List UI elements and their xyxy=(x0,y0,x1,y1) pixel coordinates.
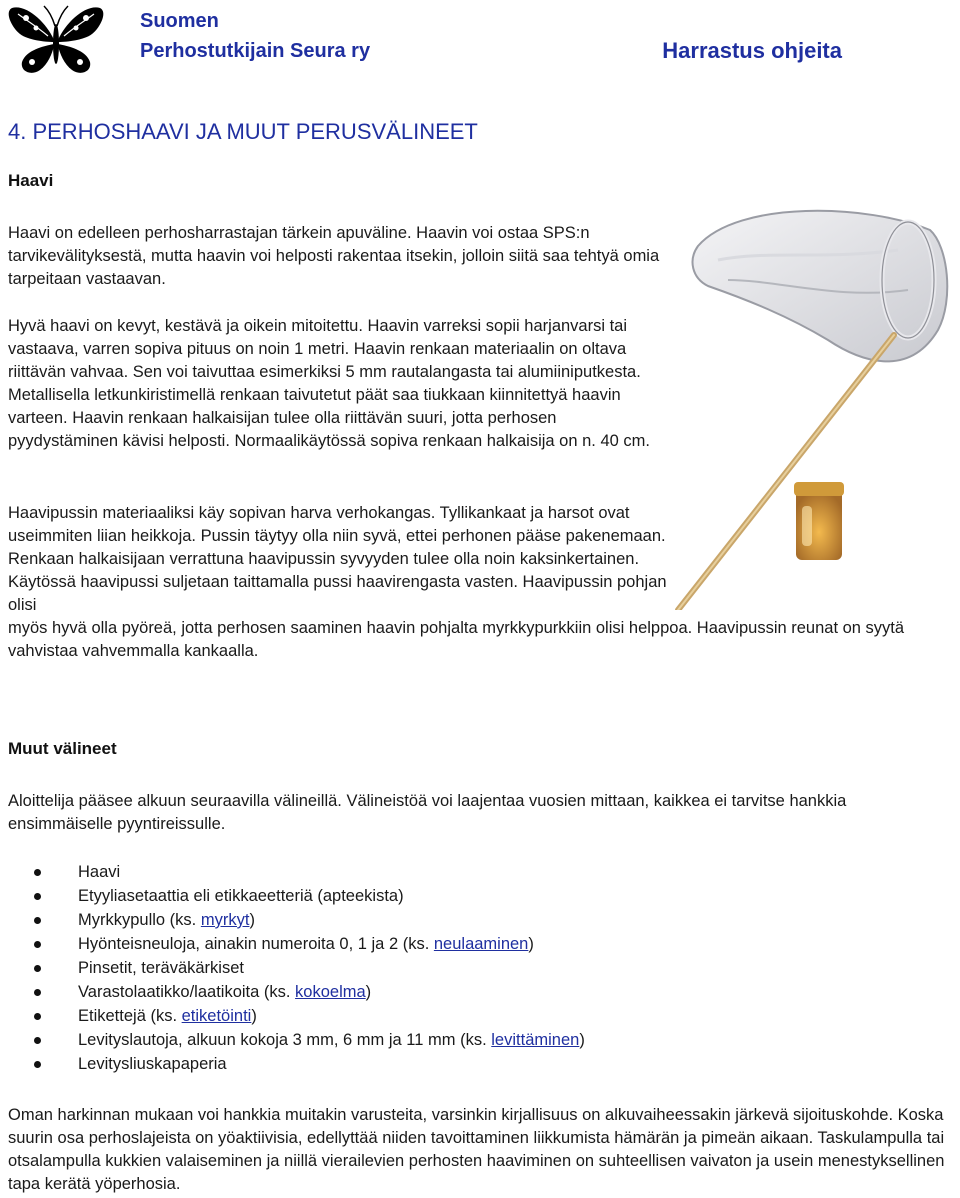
haavi-paragraph-2: Hyvä haavi on kevyt, kestävä ja oikein mitoitettu. Haavin varreksi sopii harjanvarsi tai vastaava, varren sopiva pituus on noin 1 metri. Haavin renkaan materiaalin on oltava riittävän vahvaa. Sen voi taivuttaa esimerkiksi 5 mm rautalangasta tai alumiiniputkesta. Metallisella letkunkiristimellä renkaan taivutetut päät saa tiukkaan kiinnitettyä haavin varteen. Haavin renkaan halkaisijan tulee olla riittävän suuri, jotta perhosen pyydystäminen kävisi helposti. Normaalikäytössä sopiva renkaan halkaisija on n. 40 cm. xyxy=(8,317,650,450)
chapter-heading: 4. PERHOSHAAVI JA MUUT PERUSVÄLINEET xyxy=(8,119,478,144)
bullet-icon xyxy=(34,1061,41,1068)
list-item-text: Hyönteisneuloja, ainakin numeroita 0, 1 ja 2 (ks. xyxy=(78,935,434,953)
list-item-suffix: ) xyxy=(251,1007,257,1025)
link-neulaaminen[interactable]: neulaaminen xyxy=(433,935,529,953)
list-item-text: Levityslautoja, alkuun kokoja 3 mm, 6 mm ja 11 mm (ks. xyxy=(78,1031,492,1049)
bullet-icon xyxy=(34,1037,41,1044)
list-item-text: Etyyliasetaattia eli etikkaeetteriä (apteekista) xyxy=(78,887,404,905)
list-item xyxy=(8,932,708,956)
list-item-text: Pinsetit, teräväkärkiset xyxy=(78,959,244,977)
equipment-list xyxy=(8,860,708,1076)
bullet-icon xyxy=(34,965,41,972)
haavi-subheading: Haavi xyxy=(8,171,54,190)
org-name-line1: Suomen xyxy=(140,10,219,32)
list-item xyxy=(8,1004,708,1028)
list-item-suffix: ) xyxy=(249,911,255,929)
list-item xyxy=(8,884,708,908)
list-item xyxy=(8,1028,708,1052)
list-item xyxy=(8,980,708,1004)
link-kokoelma[interactable]: kokoelma xyxy=(295,983,366,1001)
list-item-text: Varastolaatikko/laatikoita (ks. xyxy=(78,983,296,1001)
bullet-icon xyxy=(34,893,41,900)
bullet-icon xyxy=(34,989,41,996)
haavi-paragraph-3: Haavipussin materiaaliksi käy sopivan harva verhokangas. Tyllikankaat ja harsot ovat useimmiten liian heikkoja. Pussin täytyy olla niin syvä, ettei perhonen pääse pakenemaan. Renkaan halkaisijaan verrattuna haavipussin syvyyden tulee olla noin kaksinkertainen. Käytössä haavipussi suljetaan taittamalla pussi haavirengasta vasten. Haavipussin pohjan olisi xyxy=(8,504,667,614)
link-etiketointi[interactable]: etiketöinti xyxy=(181,1007,252,1025)
list-item xyxy=(8,1052,708,1076)
link-myrkyt[interactable]: myrkyt xyxy=(200,911,250,929)
muut-intro-paragraph: Aloittelija pääsee alkuun seuraavilla välineillä. Välineistöä voi laajentaa vuosien mittaan, kaikkea ei tarvitse hankkia ensimmäiselle pyyntireissulle. xyxy=(8,792,847,833)
muut-valineet-subheading: Muut välineet xyxy=(8,739,117,758)
link-levittaminen[interactable]: levittäminen xyxy=(491,1031,580,1049)
list-item-text: Myrkkypullo (ks. xyxy=(78,911,201,929)
haavi-paragraph-3-continued: myös hyvä olla pyöreä, jotta perhosen saaminen haavin pohjalta myrkkypurkkiin olisi helppoa. Haavipussin reunat on syytä vahvistaa vahvemmalla kankaalla. xyxy=(8,619,905,660)
bullet-icon xyxy=(34,917,41,924)
bullet-icon xyxy=(34,941,41,948)
list-item-text: Levitysliuskapaperia xyxy=(78,1055,227,1073)
list-item xyxy=(8,860,708,884)
butterfly-logo-icon xyxy=(6,2,106,78)
haavi-paragraph-1: Haavi on edelleen perhosharrastajan tärkein apuväline. Haavin voi ostaa SPS:n tarvikevälityksestä, mutta haavin voi helposti rakentaa itsekin, jolloin siitä saa tehtyä omia tarpeitaan vastaavan. xyxy=(8,224,660,288)
bullet-icon xyxy=(34,1013,41,1020)
list-item xyxy=(8,908,708,932)
list-item-text: Etikettejä (ks. xyxy=(78,1007,182,1025)
list-item-text: Haavi xyxy=(78,863,121,881)
list-item-suffix: ) xyxy=(528,935,534,953)
butterfly-net-illustration xyxy=(668,190,960,610)
section-title: Harrastus ohjeita xyxy=(662,38,842,63)
list-item-suffix: ) xyxy=(579,1031,585,1049)
list-item-suffix: ) xyxy=(365,983,372,1001)
closing-paragraph: Oman harkinnan mukaan voi hankkia muitakin varusteita, varsinkin kirjallisuus on alkuvaiheessakin järkevä sijoituskohde. Koska suurin osa perhoslajeista on yöaktiivisia, edellyttää niiden tavoittaminen liikkumista hämärän ja pimeän aikaan. Taskulampulla tai otsalampulla kukkien valaiseminen ja niillä vierailevien perhosten haaviminen on suhteellisen vaivaton ja usein menestyksellinen tapa kerätä yöperhosia. xyxy=(8,1106,945,1193)
bullet-icon xyxy=(34,869,41,876)
list-item xyxy=(8,956,708,980)
org-name-line2: Perhostutkijain Seura ry xyxy=(140,40,371,62)
